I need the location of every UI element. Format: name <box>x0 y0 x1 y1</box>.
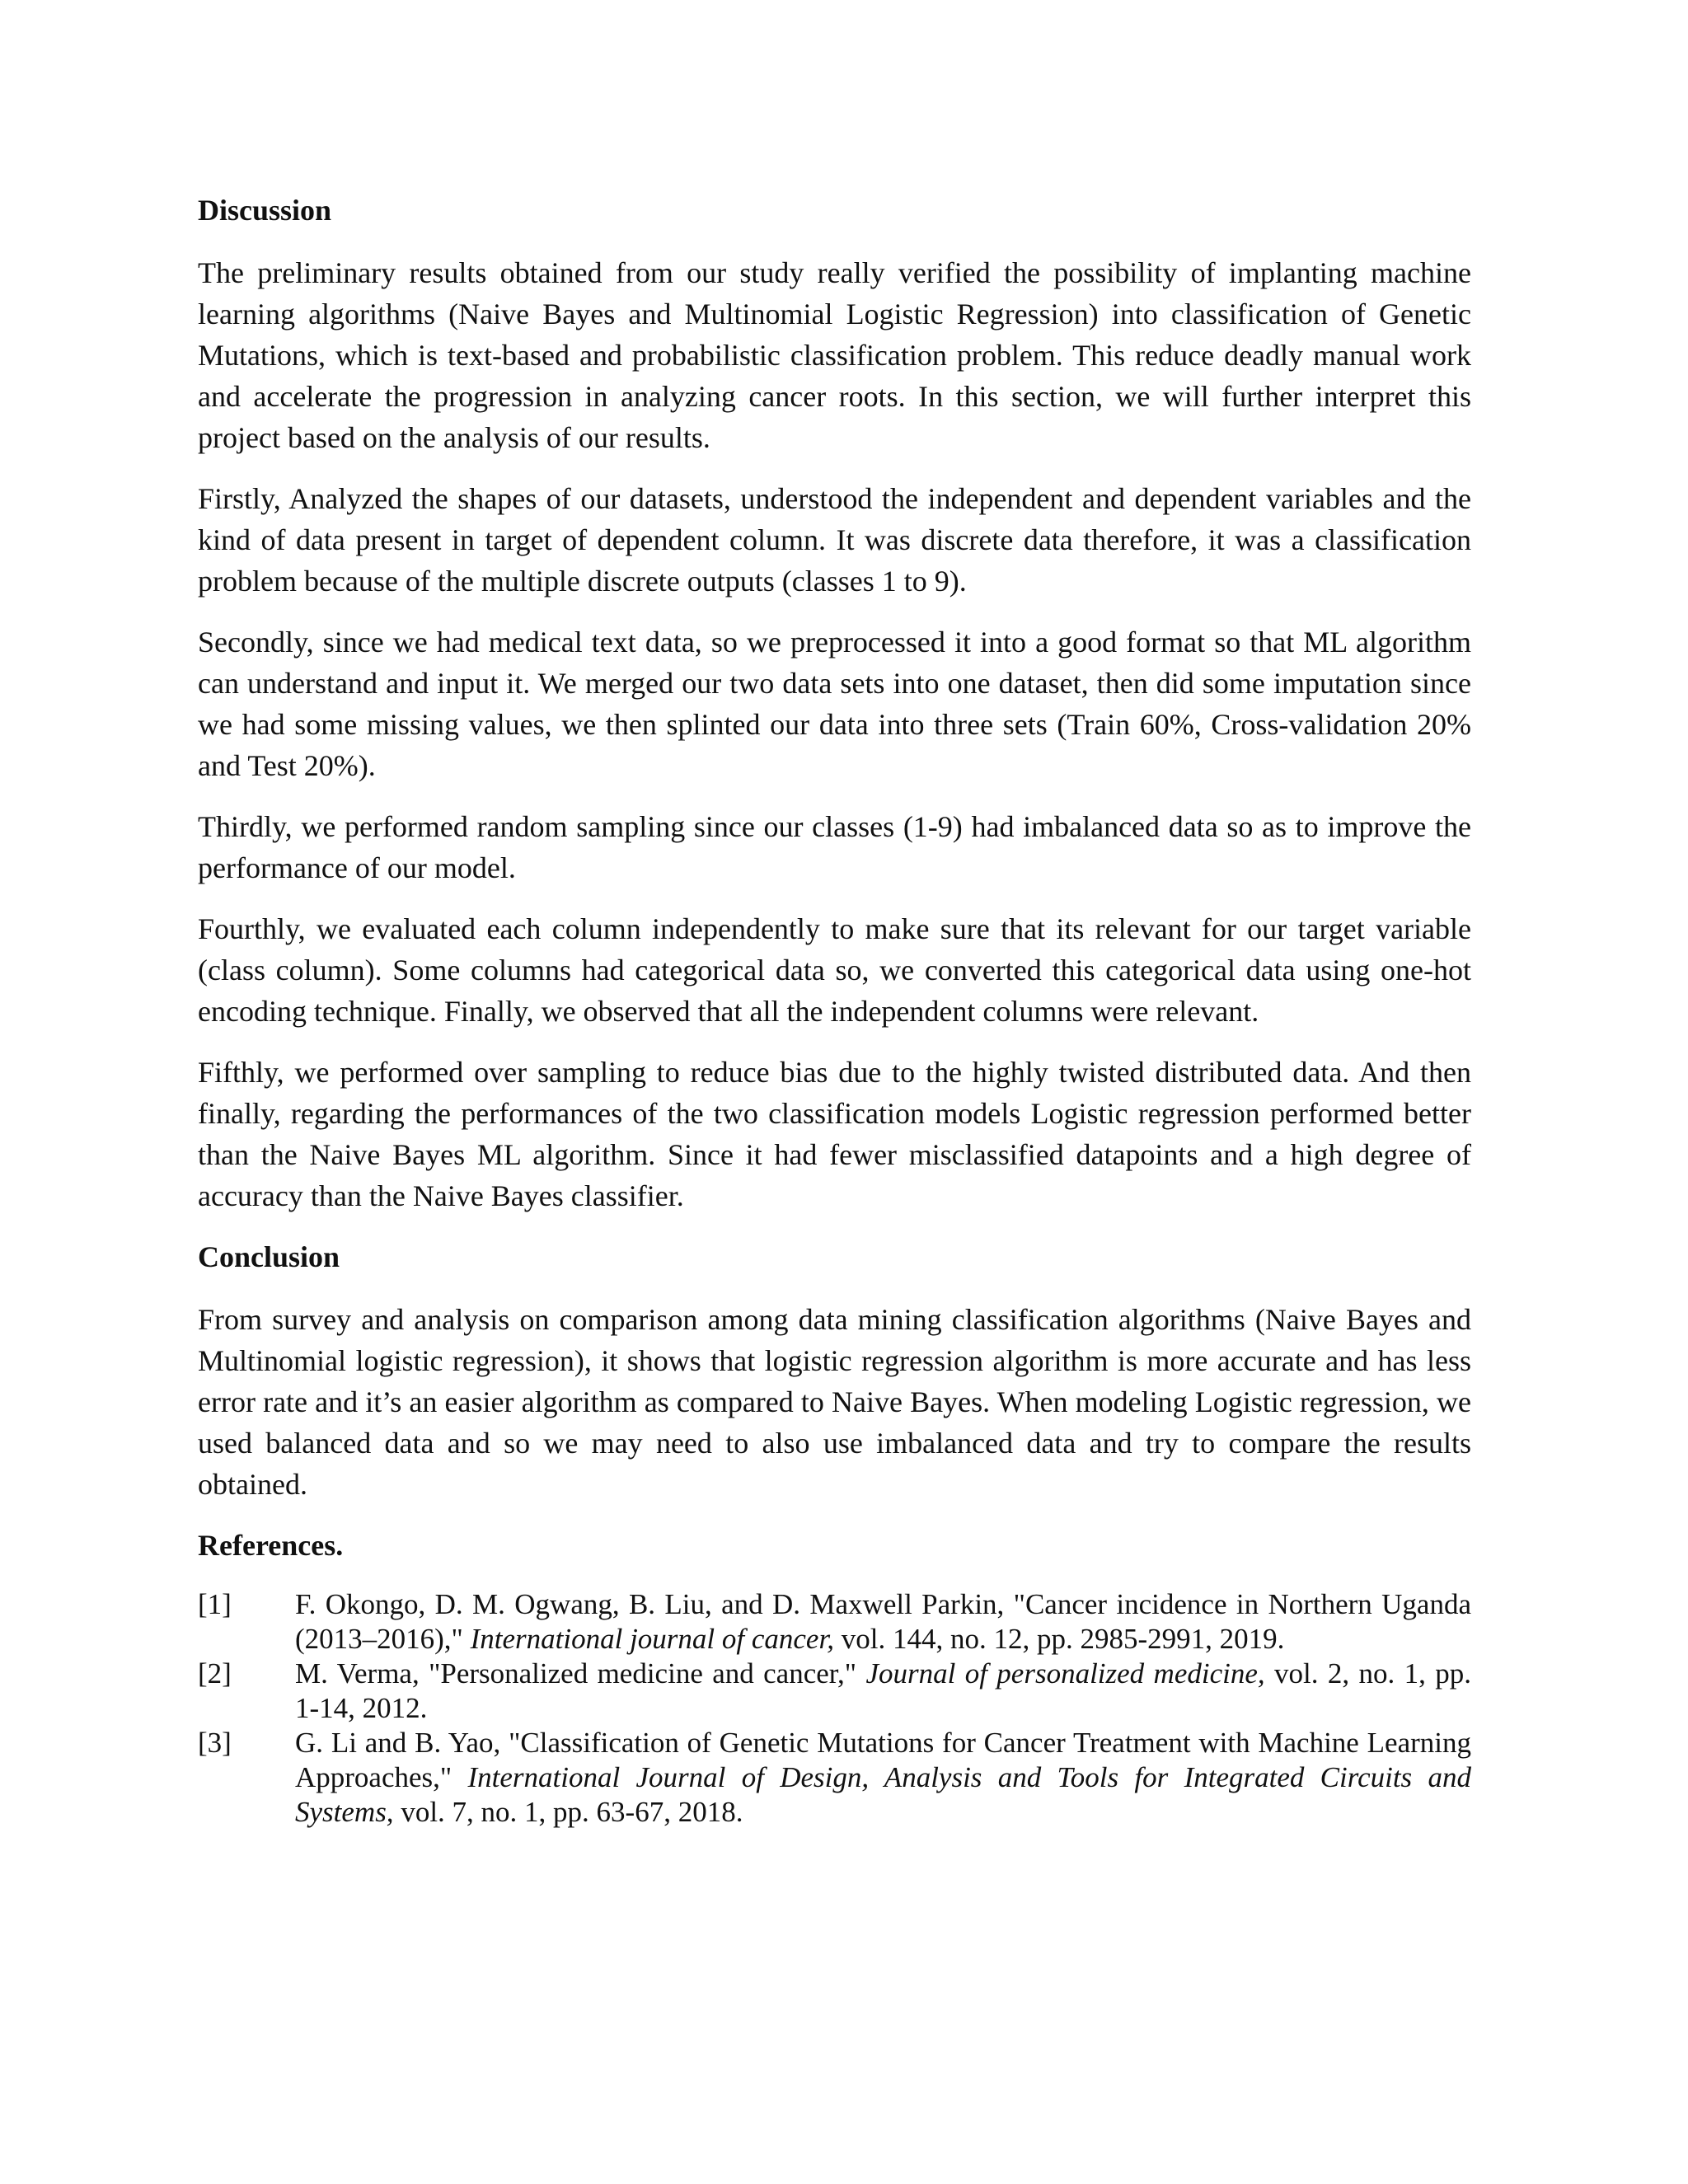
reference-journal: International journal of cancer, <box>470 1623 834 1655</box>
reference-item <box>198 1587 1471 1657</box>
reference-number: [1] <box>198 1588 232 1620</box>
conclusion-heading: Conclusion <box>198 1240 340 1273</box>
discussion-heading: Discussion <box>198 194 332 227</box>
discussion-paragraph-6: Fifthly, we performed over sampling to reduce bias due to the highly twisted distributed data. And then finally, regarding the performances of the two classification models Logistic regression performed better than the Naive Bayes ML algorithm. Since it had fewer misclassified datapoints and a high degree of accuracy than the Naive Bayes classifier. <box>198 1056 1471 1212</box>
reference-details: vol. 7, no. 1, pp. 63-67, 2018. <box>393 1796 743 1828</box>
references-list <box>198 1587 1471 1830</box>
references-heading: References. <box>198 1529 344 1562</box>
discussion-paragraph-5: Fourthly, we evaluated each column independently to make sure that its relevant for our target variable (class column). Some columns had categorical data so, we converted this categorical data using one-hot encoding technique. Finally, we observed that all the independent columns were relevant. <box>198 912 1471 1028</box>
discussion-paragraph-1: The preliminary results obtained from our study really verified the possibility of implanting machine learning algorithms (Naive Bayes and Multinomial Logistic Regression) into classification of Genetic Mutations, which is text-based and probabilistic classification problem. This reduce deadly manual work and accelerate the progression in analyzing cancer roots. In this section, we will further interpret this project based on the analysis of our results. <box>198 256 1471 454</box>
reference-authors-title: F. Okongo, D. M. Ogwang, B. Liu, and D. Maxwell Parkin, "Cancer incidence in Northern Uganda (2013–2016)," <box>295 1588 1471 1655</box>
reference-details: vol. 144, no. 12, pp. 2985-2991, 2019. <box>833 1623 1285 1655</box>
discussion-paragraph-3: Secondly, since we had medical text data, so we preprocessed it into a good format so that ML algorithm can understand and input it. We merged our two data sets into one dataset, then did some imputation since we had some missing values, we then splinted our data into three sets (Train 60%, Cross-validation 20% and Test 20%). <box>198 626 1471 782</box>
reference-authors-title: M. Verma, "Personalized medicine and cancer," <box>295 1657 866 1690</box>
reference-item <box>198 1657 1471 1726</box>
reference-journal: International Journal of Design, Analysis and Tools for Integrated Circuits and Systems, <box>295 1761 1471 1828</box>
reference-journal: Journal of personalized medicine, <box>865 1657 1265 1690</box>
reference-authors-title: G. Li and B. Yao, "Classification of Genetic Mutations for Cancer Treatment with Machine Learning Approaches," <box>295 1727 1471 1793</box>
reference-details: vol. 2, no. 1, pp. 1-14, 2012. <box>295 1657 1471 1724</box>
reference-text <box>295 1587 1471 1657</box>
discussion-paragraph-4: Thirdly, we performed random sampling since our classes (1-9) had imbalanced data so as to improve the performance of our model. <box>198 810 1471 884</box>
reference-number: [2] <box>198 1657 232 1690</box>
reference-number: [3] <box>198 1727 232 1759</box>
conclusion-paragraph: From survey and analysis on comparison among data mining classification algorithms (Naive Bayes and Multinomial logistic regression), it shows that logistic regression algorithm is more accurate and has less error rate and it’s an easier algorithm as compared to Naive Bayes. When modeling Logistic regression, we used balanced data and so we may need to also use imbalanced data and try to compare the results obtained. <box>198 1303 1471 1501</box>
reference-text <box>295 1657 1471 1726</box>
reference-item <box>198 1726 1471 1830</box>
document-page <box>198 190 1471 1830</box>
discussion-paragraph-2: Firstly, Analyzed the shapes of our datasets, understood the independent and dependent variables and the kind of data present in target of dependent column. It was discrete data therefore, it was a classification problem because of the multiple discrete outputs (classes 1 to 9). <box>198 482 1471 598</box>
reference-text <box>295 1726 1471 1830</box>
